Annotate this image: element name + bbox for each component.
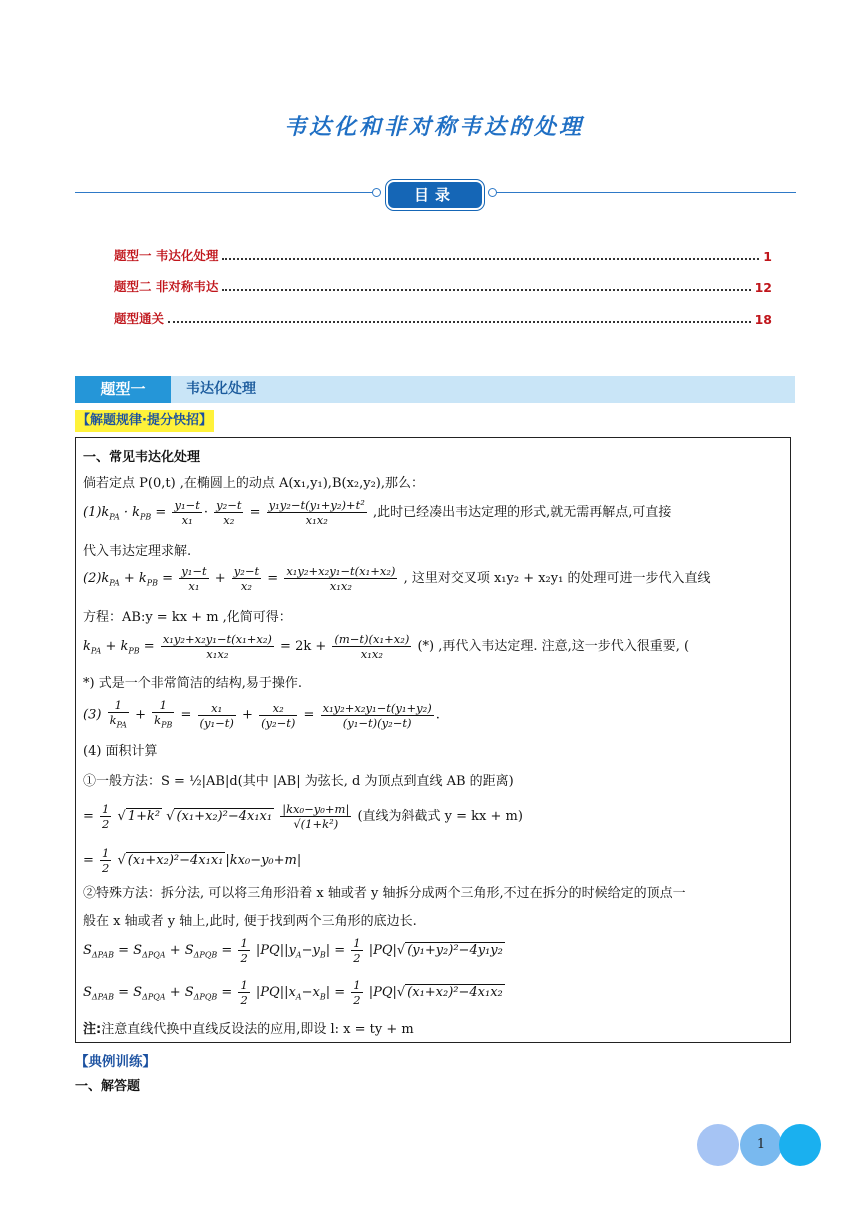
toc-badge: 目录 (386, 180, 484, 210)
toc-item-2[interactable] (114, 275, 772, 295)
formula-2: $(2)k_{PA} + k_{PB}$ = $\frac{\text{y₁−t}}{\text{x₁}}$ + $\frac{\text{y₂−t}}{\text{x₂}}$ = $\frac{\text{x₁y₂+x₂y₁−t(x₁+x₂)}}{\text{x₁x₂}}$ , 这里对交叉项 x₁y₂ + x₂y₁ 的处理可进一步代入直线 (83, 564, 711, 593)
formula-5: = $\frac{1}{2}$ √ 1+k² √ (x₁+x₂)²−4x₁x₁ $\frac{\text{|kx₀−y₀+m|}}{\text{√(1+k²)}}$ (直线为斜截式 y = kx + m) (83, 802, 523, 831)
page-title: 韦达化和非对称韦达的处理 (283, 114, 584, 140)
toc-item-1[interactable] (114, 244, 772, 264)
divider-dot-right (488, 188, 497, 197)
toc-divider-left (75, 192, 373, 193)
formula-1: $(1)k_{PA} \cdot k_{PB}$ = $\frac{\text{y₁−t}}{\text{x₁}}$ · $\frac{\text{y₂−t}}{\text{x₂}}$ = $\frac{\text{y₁y₂−t(y₁+y₂)+t²}}{\text{x₁x₂}}$ ,此时已经凑出韦达定理的形式,就无需再解点,可直接 (83, 498, 672, 527)
toc-leader (222, 258, 759, 260)
page-number: 1 (756, 1137, 766, 1152)
box-heading: 一、常见韦达化处理 (83, 450, 201, 465)
toc-item-3[interactable] (114, 307, 772, 327)
formula-8: $S_{\Delta PAB} = S_{\Delta PQA} + S_{\Delta PQB}$ = $\frac{1}{2}$ $|PQ||x_A-x_B|$ = $\frac{1}{2}$ |PQ|√ (x₁+x₂)²−4x₁x₂ (83, 978, 503, 1007)
toc-divider-right (496, 192, 796, 193)
formula-7: $S_{\Delta PAB} = S_{\Delta PQA} + S_{\Delta PQB}$ = $\frac{1}{2}$ $|PQ||y_A-y_B|$ = $\frac{1}{2}$ |PQ|√ (y₁+y₂)²−4y₁y₂ (83, 936, 503, 965)
page-circle-right (779, 1124, 821, 1166)
toc-leader (168, 321, 751, 323)
formula-3: $k_{PA} + k_{PB}$ = $\frac{\text{x₁y₂+x₂y₁−t(x₁+x₂)}}{\text{x₁x₂}}$ = 2k + $\frac{\text{(m−t)(x₁+x₂)}}{\text{x₁x₂}}$ (*) ,再代入韦达定理. 注意,这一步代入很重要, ( (83, 632, 690, 661)
note-label: 注: (83, 1022, 102, 1037)
box-line-13: ②特殊方法：拆分法, 可以将三角形沿着 x 轴或者 y 轴拆分成两个三角形,不过在拆分的时候给定的顶点一 (83, 886, 686, 901)
formula-1-text: ,此时已经凑出韦达定理的形式,就无需再解点,可直接 (372, 505, 672, 520)
toc-item-label: 题型通关 (114, 311, 165, 326)
note-text: 注意直线代换中直线反设法的应用,即设 l: x = ty + m (101, 1022, 414, 1037)
formula-6: = $\frac{1}{2}$ √ (x₁+x₂)²−4x₁x₁ |kx₀−y₀+m| (83, 846, 302, 875)
toc-page: 12 (754, 280, 772, 295)
formula-5-text: (直线为斜截式 y = kx + m) (357, 809, 523, 824)
page-circle-left (697, 1124, 739, 1166)
tip-label: 【解题规律·提分快招】 (75, 410, 214, 432)
section-name: 韦达化处理 (186, 381, 256, 397)
note-line (83, 1018, 414, 1037)
toc-item-label: 题型一 韦达化处理 (114, 248, 219, 263)
box-line-5: 方程：AB:y = kx + m ,化简可得： (83, 610, 292, 625)
box-line-3: 代入韦达定理求解. (83, 544, 192, 559)
toc-item-label: 题型二 非对称韦达 (114, 279, 219, 294)
formula-4: (3) $\frac{1}{k_{PA}}$ + $\frac{1}{k_{PB}}$ = $\frac{\text{x₁}}{\text{(y₁−t)}}$ + $\frac{\text{x₂}}{\text{(y₂−t)}}$ = $\frac{\text{x₁y₂+x₂y₁−t(y₁+y₂)}}{\text{(y₁−t)(y₂−t)}}$ . (83, 698, 440, 730)
question-heading: 一、解答题 (75, 1079, 141, 1094)
box-line-14: 般在 x 轴或者 y 轴上,此时, 便于找到两个三角形的底边长. (83, 914, 417, 929)
box-line-9: (4) 面积计算 (83, 744, 158, 759)
toc-page: 1 (763, 249, 772, 264)
divider-dot-left (372, 188, 381, 197)
formula-3-text: (*) ,再代入韦达定理. 注意,这一步代入很重要, ( (417, 639, 690, 654)
box-line-1: 倘若定点 P(0,t) ,在椭圆上的动点 A(x₁,y₁),B(x₂,y₂),那么： (83, 476, 425, 491)
toc-page: 18 (754, 312, 772, 327)
toc-leader (222, 289, 750, 291)
section-tag: 题型一 (75, 376, 171, 403)
box-line-10: ①一般方法：S = ½|AB|d(其中 |AB| 为弦长, d 为顶点到直线 AB 的距离) (83, 774, 514, 789)
section-bar (75, 376, 795, 403)
box-line-7: *) 式是一个非常简洁的结构,易于操作. (83, 676, 302, 691)
formula-2-text: , 这里对交叉项 x₁y₂ + x₂y₁ 的处理可进一步代入直线 (403, 571, 711, 586)
example-label: 【典例训练】 (75, 1054, 156, 1070)
